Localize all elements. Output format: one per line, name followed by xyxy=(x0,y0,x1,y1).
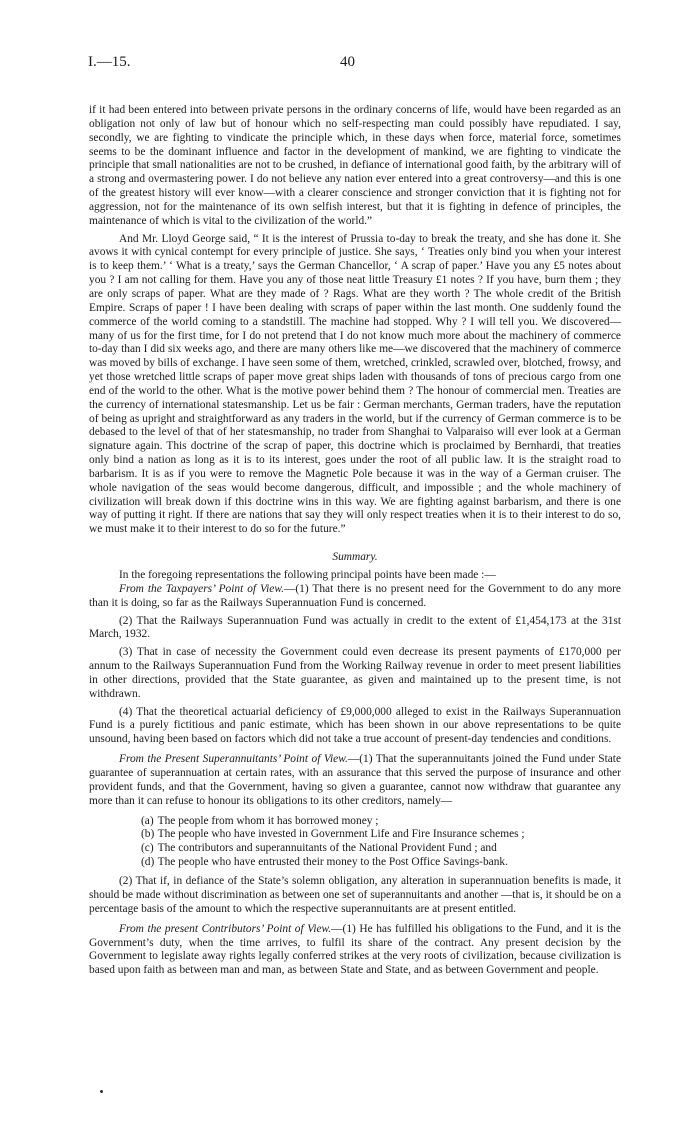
taxpayers-heading: From the Taxpayers’ Point of View. xyxy=(119,582,284,595)
list-item xyxy=(141,856,621,870)
list-item-text: The people who have entrusted their money to the Post Office Savings-bank. xyxy=(157,855,508,868)
taxpayers-point-1-text: —(1) That there is no present need for the Government to do any more than it is doing, so far as the Railways Superannuation Fund is concerned. xyxy=(89,582,621,609)
contributors-point-1 xyxy=(89,923,621,978)
list-item xyxy=(141,815,621,829)
summary-intro: In the foregoing representations the following principal points have been made :— xyxy=(119,569,496,581)
contributors-heading: From the present Contributors’ Point of View. xyxy=(119,922,332,935)
list-item-label: (b) xyxy=(141,828,155,841)
taxpayers-point-2: (2) That the Railways Superannuation Fund was actually in credit to the extent of £1,454,173 at the 31st March, 1932. xyxy=(89,614,621,641)
list-item-text: The people from whom it has borrowed money ; xyxy=(157,814,379,827)
contributors-point-1-text: —(1) He has fulfilled his obligations to the Fund, and it is the Government’s duty, when the time arrives, to fulfil its share of the contract. Any present decision by the Government to legislate away rights legally conferred strikes at the very roots of civilization, because civilization is based upon faith as between man and man, as between State and State, and as between Government and people. xyxy=(89,922,621,977)
document-reference: I.—15. xyxy=(88,54,131,70)
paragraph-continuation: if it had been entered into between private persons in the ordinary concerns of life, would have been regarded as an obligation not only of law but of honour which no self-respecting man could possibly have repudiated. I say, secondly, we are fighting to vindicate the principle which, in these days when force, material force, sometimes seems to be the dominant influence and factor in the development of mankind, we are fighting to vindicate the principle that small nationalities are not to be crushed, in defiance of international good faith, by the arbitrary will of a strong and overmastering power. I do not believe any nation ever entered into a great controversy—and this is one of the greatest history will ever know—with a clearer conscience and stronger conviction that it is fighting not for aggression, not for the maintenance of its own selfish interest, but that it is fighting in defence of principles, the maintenance of which is vital to the civilization of the world.” xyxy=(89,104,621,227)
page-number: 40 xyxy=(340,54,355,70)
page-speck xyxy=(100,1090,103,1093)
summary-title: Summary. xyxy=(332,551,378,564)
paragraph-lloyd-george-quote: And Mr. Lloyd George said, “ It is the interest of Prussia to-day to break the treaty, and she has done it. She avows it with cynical contempt for every principle of justice. She says, ‘ Treaties only bind you when your interest is to keep them.’ ‘ What is a treaty,’ says the German Chancellor, ‘ A scrap of paper.’ Have you any £5 notes about you ? I am not calling for them. Have you any of those neat little Treasury £1 notes ? If you have, burn them ; they are only scraps of paper. What are they made of ? Rags. What are they worth ? The whole credit of the British Empire. Scraps of paper ! I have been dealing with scraps of paper within the last month. One suddenly found the commerce of the world coming to a standstill. The machine had stopped. Why ? I will tell you. We discovered—many of us for the first time, for I do not pretend that I do not know much more about the machinery of commerce to-day than I did six weeks ago, and there are many others like me—we discovered that the machinery of commerce was moved by bills of exchange. I have seen some of them, wretched, crinkled, scrawled over, blotched, frowsy, and yet those wretched little scraps of paper move great ships laden with thousands of tons of precious cargo from one end of the world to the other. What is the motive power behind them ? The honour of commercial men. Treaties are the currency of international statesmanship. Let us be fair : German merchants, German traders, have the reputation of being as upright and straightforward as any traders in the world, but if the currency of German commerce is to be debased to the level of that of her statesmanship, no trader from Shanghai to Valparaiso will ever look at a German signature again. This doctrine of the scrap of paper, this doctrine which is proclaimed by Bernhardi, that treaties only bind a nation as long as it is to its interest, goes under the root of all public law. It is the straight road to barbarism. It is as if you were to remove the Magnetic Pole because it was in the way of a German cruiser. The whole navigation of the seas would become dangerous, difficult, and impossible ; and the whole machinery of civilization will break down if this doctrine wins in this way. We are fighting against barbarism, and there is one way of putting it right. If there are nations that say they will only respect treaties when it is to their interest to do so, we must make it to their interest to do so for the future.” xyxy=(89,232,621,536)
list-item-label: (c) xyxy=(141,841,154,854)
superannuitants-point-2: (2) That if, in defiance of the State’s solemn obligation, any alteration in superannuation benefits is made, it should be made without discrimination as between one set of superannuitants and another —that is, it should be on a percentage basis of the amount to which the respective superannuitants are at present entitled. xyxy=(89,875,621,915)
superannuitants-heading: From the Present Superannuitants’ Point of View. xyxy=(119,753,348,766)
document-body xyxy=(89,104,621,978)
list-item xyxy=(141,828,621,842)
taxpayers-point-3: (3) That in case of necessity the Government could even decrease its present payments of £170,000 per annum to the Railways Superannuation Fund from the Working Railway revenue in order to meet present liabilities in other directions, provided that the State guarantee, as given and maintained up to the present time, is not withdrawn. xyxy=(89,646,621,700)
list-item xyxy=(141,842,621,856)
superannuitants-point-1-text: —(1) That the superannuitants joined the Fund under State guarantee of superannuation at certain rates, with an assurance that this served the purpose of insurance and other provident funds, and that the Government, having so given a guarantee, cannot now withdraw that guarantee any more than it can refuse to honour its obligations to its other creditors, namely— xyxy=(89,753,622,807)
list-item-text: The people who have invested in Government Life and Fire Insurance schemes ; xyxy=(157,828,525,841)
taxpayers-point-4: (4) That the theoretical actuarial deficiency of £9,000,000 alleged to exist in the Railways Superannuation Fund is a purely fictitious and panic estimate, which has been shown in our above representations to be quite unsound, having been based on factors which did not take a true account of present-day tendencies and conditions. xyxy=(89,705,621,746)
list-item-text: The contributors and superannuitants of the National Provident Fund ; and xyxy=(157,841,497,854)
list-item-label: (d) xyxy=(141,855,155,868)
list-item-label: (a) xyxy=(141,814,154,827)
superannuitants-point-1 xyxy=(89,753,621,808)
creditors-list xyxy=(141,815,621,870)
taxpayers-point-1 xyxy=(89,583,621,611)
